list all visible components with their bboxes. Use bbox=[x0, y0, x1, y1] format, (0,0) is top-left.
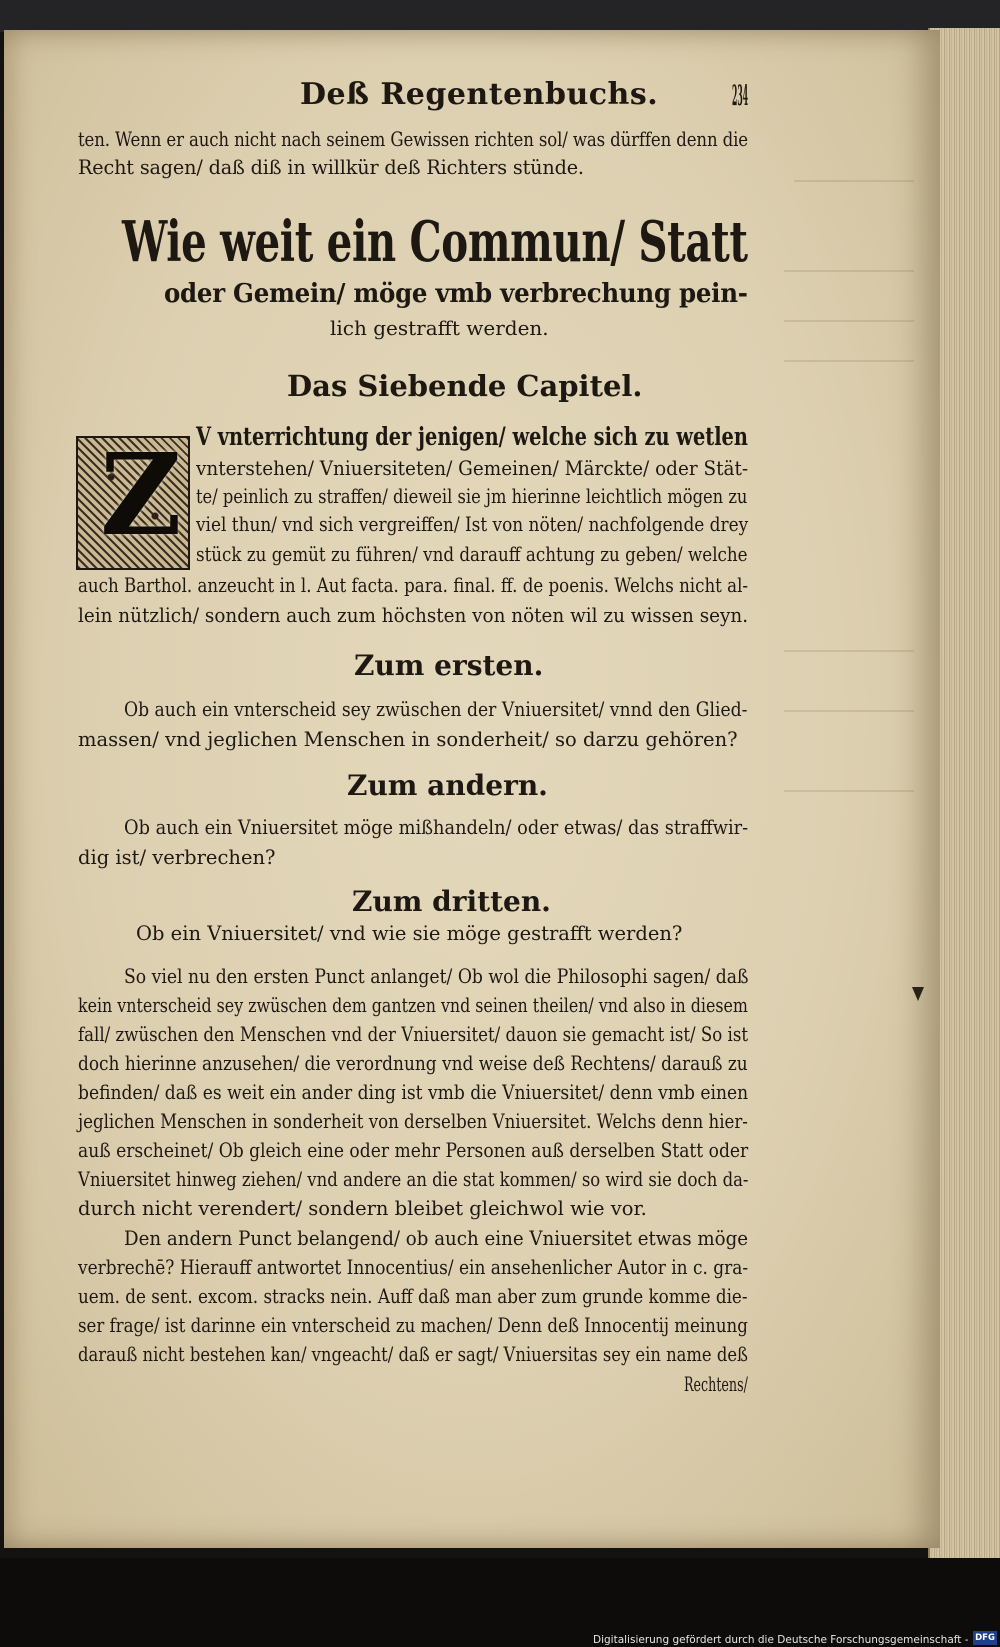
opening-line: ten. Wenn er auch nicht nach seinem Gewissen richten sol/ was dürffen denn die bbox=[78, 128, 748, 151]
chapter-subtitle: lich gestrafft werden. bbox=[330, 316, 549, 340]
running-head: Deß Regentenbuchs. bbox=[300, 77, 659, 112]
question-heading: Zum andern. bbox=[347, 769, 548, 802]
body-line: verbrechē? Hierauff antwortet Innocentius/ ein ansehenlicher Autor in c. gra- bbox=[78, 1256, 749, 1279]
chapter-heading: Das Siebende Capitel. bbox=[287, 369, 643, 403]
intro-line: auch Barthol. anzeucht in l. Aut facta. para. final. ff. de poenis. Welchs nicht al- bbox=[78, 574, 749, 597]
scan-top-border bbox=[0, 0, 1000, 32]
margin-mark bbox=[912, 987, 924, 1001]
dfg-logo: DFG bbox=[973, 1631, 997, 1645]
intro-line: vnterstehen/ Vniuersiteten/ Gemeinen/ Märckte/ oder Stät- bbox=[196, 457, 749, 480]
chapter-title: Wie weit ein Commun/ Statt bbox=[122, 209, 748, 275]
body-line: befinden/ daß es weit ein ander ding ist vmb die Vniuersitet/ denn vmb einen bbox=[78, 1081, 749, 1104]
question-heading: Zum ersten. bbox=[354, 649, 544, 682]
question-line: Ob auch ein Vniuersitet möge mißhandeln/ oder etwas/ das straffwir- bbox=[124, 816, 749, 839]
intro-line: V vnterrichtung der jenigen/ welche sich zu wetlen bbox=[196, 422, 748, 451]
chapter-subtitle: oder Gemein/ möge vmb verbrechung pein- bbox=[164, 279, 748, 309]
page-number: 234 bbox=[732, 79, 749, 112]
show-through-mark bbox=[784, 270, 914, 272]
question-heading: Zum dritten. bbox=[352, 885, 551, 918]
body-line: Den andern Punct belangend/ ob auch eine Vniuersitet etwas möge bbox=[124, 1227, 749, 1250]
body-line: doch hierinne anzusehen/ die verordnung vnd weise deß Rechtens/ darauß zu bbox=[78, 1052, 748, 1075]
body-line: So viel nu den ersten Punct anlanget/ Ob wol die Philosophi sagen/ daß bbox=[124, 965, 749, 988]
body-line: Vniuersitet hinweg ziehen/ vnd andere an die stat kommen/ so wird sie doch da- bbox=[78, 1168, 749, 1191]
show-through-mark bbox=[784, 650, 914, 652]
body-line: darauß nicht bestehen kan/ vngeacht/ daß er sagt/ Vniuersitas sey ein name deß bbox=[78, 1343, 748, 1366]
show-through-mark bbox=[784, 710, 914, 712]
show-through-mark bbox=[784, 320, 914, 322]
question-line: dig ist/ verbrechen? bbox=[78, 846, 276, 869]
show-through-mark bbox=[794, 180, 914, 182]
question-line: Ob ein Vniuersitet/ vnd wie sie möge gestrafft werden? bbox=[136, 922, 683, 945]
intro-line: stück zu gemüt zu führen/ vnd darauff achtung zu geben/ welche bbox=[196, 543, 748, 566]
intro-line: lein nützlich/ sondern auch zum höchsten von nöten wil zu wissen seyn. bbox=[78, 604, 749, 627]
body-line: jeglichen Menschen in sonderheit von derselben Vniuersitet. Welchs denn hier- bbox=[78, 1110, 748, 1133]
body-line: kein vnterscheid sey zwüschen dem gantzen vnd seinen theilen/ vnd also in diesem bbox=[78, 994, 748, 1017]
body-line: auß erscheinet/ Ob gleich eine oder mehr Personen auß derselben Statt oder bbox=[78, 1139, 749, 1162]
question-line: Ob auch ein vnterscheid sey zwüschen der Vniuersitet/ vnnd den Glied- bbox=[124, 698, 748, 721]
catchword: Rechtens/ bbox=[684, 1372, 748, 1396]
show-through-mark bbox=[784, 360, 914, 362]
question-line: massen/ vnd jeglichen Menschen in sonderheit/ so darzu gehören? bbox=[78, 728, 738, 751]
intro-line: te/ peinlich zu straffen/ dieweil sie jm hierinne leichtlich mögen zu bbox=[196, 485, 748, 508]
decorated-initial: Z bbox=[100, 430, 182, 561]
opening-line: Recht sagen/ daß diß in willkür deß Richters stünde. bbox=[78, 156, 584, 179]
body-line: ser frage/ ist darinne ein vnterscheid zu machen/ Denn deß Innocentij meinung bbox=[78, 1314, 748, 1337]
body-line: fall/ zwüschen den Menschen vnd der Vniuersitet/ dauon sie gemacht ist/ So ist bbox=[78, 1023, 749, 1046]
digitization-credit: Digitalisierung gefördert durch die Deutsche Forschungsgemeinschaft - bbox=[593, 1634, 969, 1646]
body-line: uem. de sent. excom. stracks nein. Auff daß man aber zum grunde komme die- bbox=[78, 1285, 748, 1308]
show-through-mark bbox=[784, 790, 914, 792]
body-line: durch nicht verendert/ sondern bleibet gleichwol wie vor. bbox=[78, 1197, 647, 1220]
intro-line: viel thun/ vnd sich vergreiffen/ Ist von nöten/ nachfolgende drey bbox=[196, 513, 749, 536]
